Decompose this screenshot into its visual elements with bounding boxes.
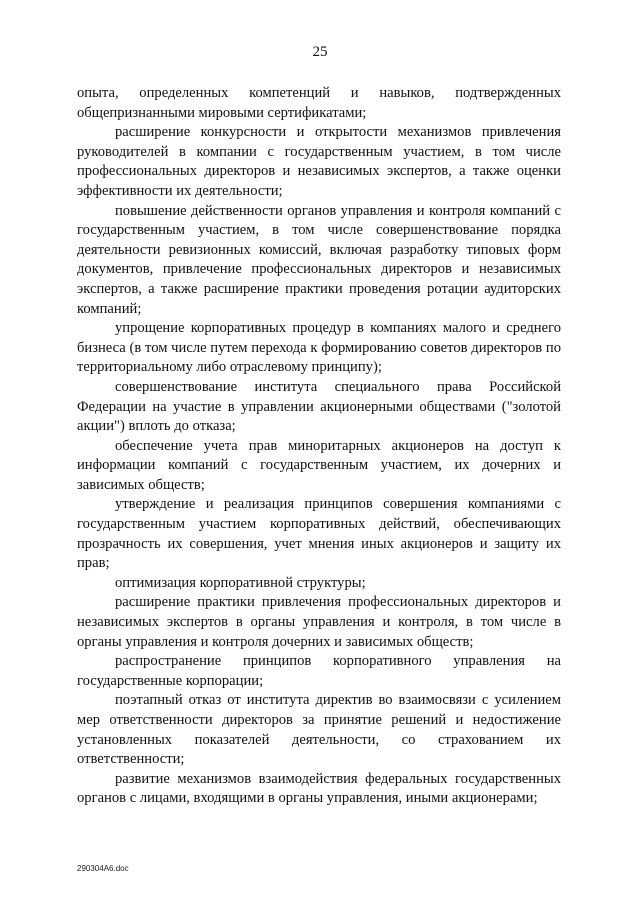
paragraph: упрощение корпоративных процедур в компаниях малого и среднего бизнеса (в том числе путем перехода к формированию советов директоров по территориальному либо отраслевому принципу); (77, 320, 561, 376)
paragraph: развитие механизмов взаимодействия федеральных государственных органов с лицами, входящими в органы управления, иными акционерами; (77, 770, 561, 807)
document-filename: 290304A6.doc (77, 864, 129, 873)
paragraph: поэтапный отказ от института директив во взаимосвязи с усилением мер ответственности директоров за принятие решений и недостижение установленных показателей деятельности, со страхованием их ответственности; (77, 692, 561, 768)
body-text (77, 84, 561, 809)
paragraph: оптимизация корпоративной структуры; (115, 574, 366, 591)
paragraph: совершенствование института специального права Российской Федерации на участие в управлении акционерными обществами ("золотой акции") вплоть до отказа; (77, 378, 561, 435)
paragraph: опыта, определенных компетенций и навыков, подтвержденных общепризнанными мировыми сертификатами; (77, 85, 561, 121)
paragraph: обеспечение учета прав миноритарных акционеров на доступ к информации компаний с государственным участием, их дочерних и зависимых обществ; (77, 437, 561, 493)
paragraph: расширение конкурсности и открытости механизмов привлечения руководителей в компании с государственным участием, в том числе профессиональных директоров и независимых экспертов, а также оценки эффективности их деятельности; (77, 124, 561, 199)
page-number: 25 (312, 44, 328, 60)
paragraph: повышение действенности органов управления и контроля компаний с государственным участием, в том числе совершенствование порядка деятельности ревизионных комиссий, включая разработку типовых форм документов, привлечение профессиональных директоров и независимых экспертов, а также расширение практики проведения ротации аудиторских компаний; (77, 202, 561, 317)
paragraph: расширение практики привлечения профессиональных директоров и независимых экспертов в органы управления и контроля, в том числе в органы управления и контроля дочерних и зависимых обществ; (77, 594, 561, 650)
paragraph: утверждение и реализация принципов совершения компаниями с государственным участием корпоративных действий, обеспечивающих прозрачность их совершения, учет мнения иных акционеров и защиту их прав; (77, 496, 561, 572)
paragraph: распространение принципов корпоративного управления на государственные корпорации; (77, 653, 561, 689)
